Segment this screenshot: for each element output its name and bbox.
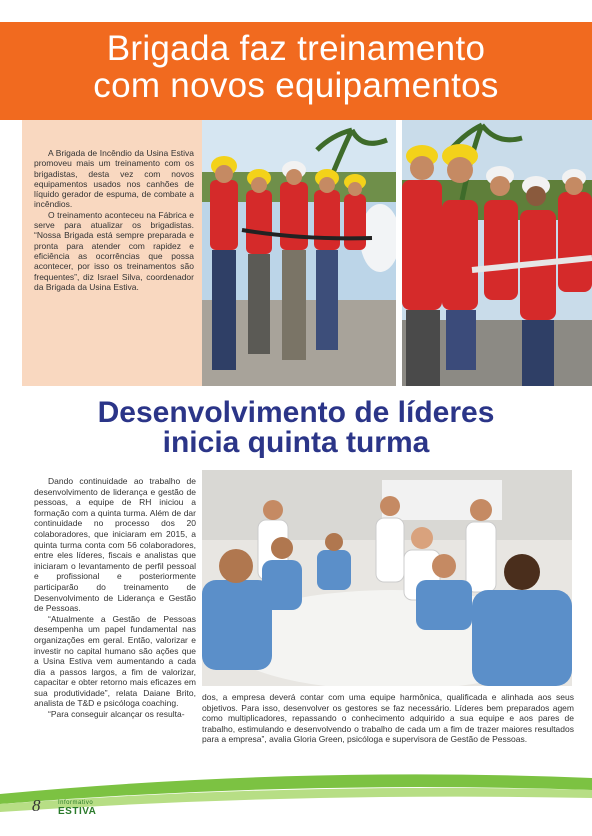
footer-swoosh (0, 760, 592, 836)
header-banner (0, 22, 592, 120)
brand-small: Informativo (58, 800, 94, 806)
article1-paragraph: O treinamento aconteceu na Fábrica e serve para atualizar os brigadistas. “Nossa Brigada está sempre preparada e pronta para atender com rapidez e eficiência as ocorrências que possa acontecer, por isso os treinamentos são frequentes”, diz Israel Silva, coordenador da Brigada da Usina Estiva. (34, 209, 194, 292)
brand-logo (58, 800, 96, 817)
article1-title (0, 30, 592, 104)
article2-continuation: dos, a empresa deverá contar com uma equipe harmônica, qualificada e alinhada aos seus objetivos. Para isso, desenvolver os gestores se faz necessário. Líderes bem preparados agem como multiplicadores, repassando o conhecimento adquirido a sua equipe e aos pares de trabalho, estimulando e desenvolvendo o trabalho de cada um a fim de trazer maiores resultados para a empresa”, avalia Gloria Green, psicóloga e supervisora de Gestão de Pessoas. (202, 692, 574, 745)
article2-paragraph: Dando continuidade ao trabalho de desenvolvimento de liderança e gestão de pessoas, a equipe de RH iniciou a formação com a quinta turma. Além de dar continuidade no processo dos 20 colaboradores, que iniciaram em 2015, a quinta turma conta com 56 colaboradores, entre eles líderes, fiscais e analistas que iniciaram o levantamento de perfil pessoal e profissional e posteriormente participarão do treinamento de Desenvolvimento de Liderança e Gestão de Pessoas. (34, 476, 196, 614)
article2-title (0, 398, 592, 458)
article1-title-line2: com novos equipamentos (93, 66, 499, 105)
article1-paragraph: A Brigada de Incêndio da Usina Estiva promoveu mais um treinamento com os brigadistas, desta vez com novos equipamentos usados nos canhões de líquido gerador de espuma, de combate a incêndios. (34, 148, 194, 210)
article2-title-line2: inicia quinta turma (162, 426, 430, 459)
article2-body (34, 476, 196, 720)
brigade-training-photo-1 (202, 120, 396, 386)
article2-paragraph: “Para conseguir alcançar os resulta- (48, 709, 185, 720)
leadership-group-photo (202, 470, 572, 686)
brigade-training-photo-2 (402, 120, 592, 386)
page-number: 8 (32, 796, 41, 815)
article1-body (34, 148, 194, 292)
article1-title-line1: Brigada faz treinamento (106, 29, 486, 68)
article2-paragraph: “Atualmente a Gestão de Pessoas desempenha um papel fundamental nas organizações em geral. Então, valorizar e investir no capital humano são ações que a Usina Estiva vem aumentando a cada dia a passos largos, a fim de valorizar, capacitar e obter retorno mais eficazes em sua produtividade”, relata Daiane Brito, analista de T&D e psicóloga coaching. (34, 613, 196, 709)
brand-name: ESTIVA (58, 806, 97, 817)
article2-title-line1: Desenvolvimento de líderes (97, 396, 495, 429)
